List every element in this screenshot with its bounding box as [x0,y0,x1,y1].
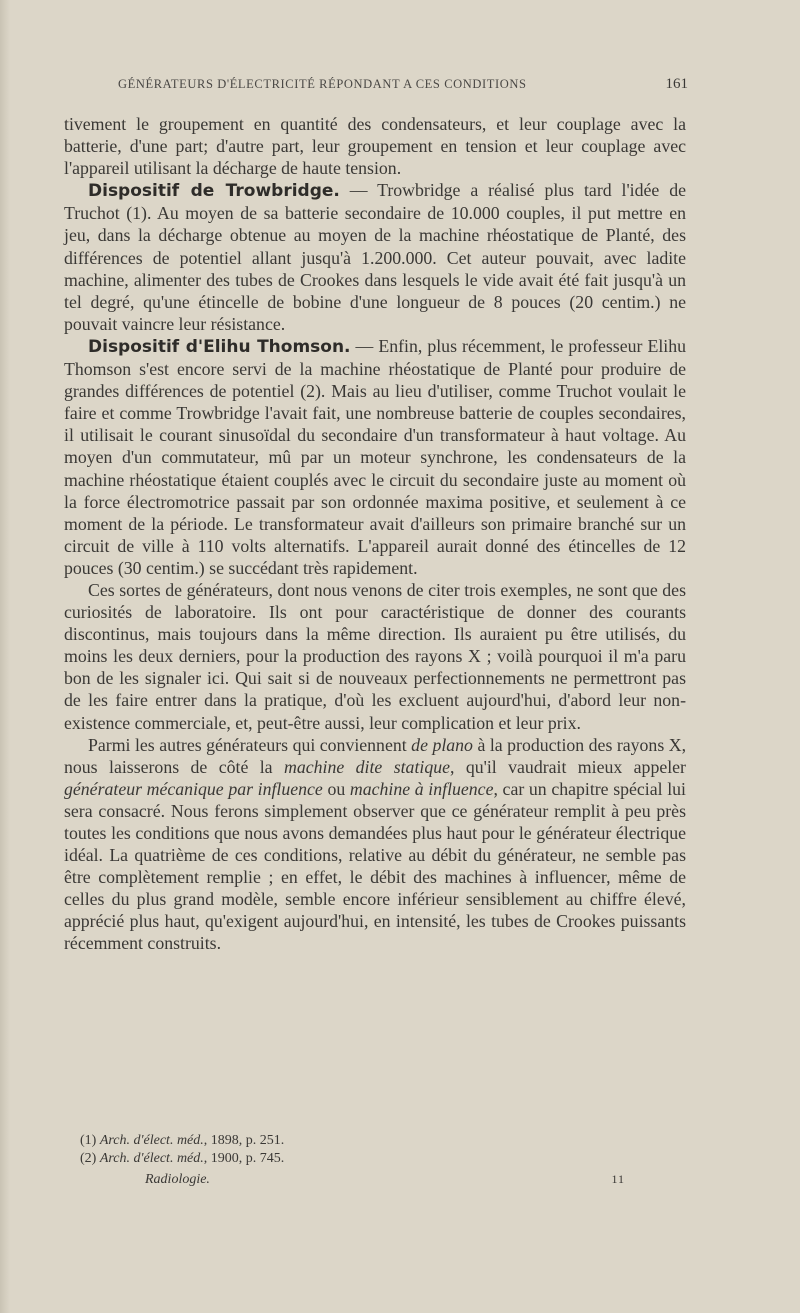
paragraph-1: tivement le groupement en quantité des condensateurs, et leur couplage avec la batterie, d'une part; d'autre part, leur groupement en tension et leur couplage avec l'appareil utilisant la décharge de haute tension. [64,114,686,179]
p5-text-c: , qu'il vaudrait mieux appeler [450,756,686,777]
signature-mark: 11 [611,1172,625,1186]
p5-italic-2: machine dite statique [283,756,451,777]
paragraph-4: Ces sortes de générateurs, dont nous venons de citer trois exemples, ne sont que des curiosités de laboratoire. Ils ont pour caractéristique de donner des courants discontinus, mais toujours dans la même direction. Ils auraient pu être utilisés, du moins les deux derniers, pour la production des rayons X ; voilà pourquoi il m'a paru bon de les signaler ici. Qui sait si de nouveaux perfectionnements ne permettront pas de les faire entrer dans la pratique, d'où les excluent aujourd'hui, d'abord leur non-existence commerciale, et, peut-être aussi, leur complication et leur prix. [64,579,686,733]
footnote-1 [80,1132,640,1150]
section-title-trowbridge: Dispositif de Trowbridge. [88,181,340,202]
paragraph-thomson [64,335,686,579]
paragraph-thomson-text: — Enfin, plus récemment, le professeur Elihu Thomson s'est encore servi de la machine rhéostatique de Planté pour produire de grandes différences de potentiel (2). Mais au lieu d'utiliser, comme Truchot voulait le faire et comme Trowbridge l'avait fait, une nombreuse batterie de couples secondaires, il utilisait le courant sinusoïdal du secondaire d'un transformateur à haut voltage. Au moyen d'un commutateur, mû par un moteur synchrone, les condensateurs de la machine rhéostatique étaient couplés avec le circuit du secondaire juste au moment où la force électromotrice passait par son ordonnée maxima positive, et seulement à ce moment de la période. Le transformateur avait d'ailleurs son primaire branché sur un circuit de ville à 110 volts alternatifs. L'appareil aurait donné des étincelles de 12 pouces (30 centim.) se succédant très rapidement. [64,335,686,578]
footnote-2 [80,1150,640,1168]
paragraph-trowbridge-text: — Trowbridge a réalisé plus tard l'idée de Truchot (1). Au moyen de sa batterie secondaire de 10.000 couples, il put mettre en jeu, dans la décharge obtenue au moyen de la machine rhéostatique de Planté, des différences de potentiel allant jusqu'à 1.200.000. Cet auteur pouvait, avec ladite machine, alimenter des tubes de Crookes dans lesquels le vide avait été fait jusqu'à un tel degré, qu'une étincelle de bobine d'une longueur de 8 pouces (20 centim.) ne pouvait vaincre leur résistance. [64,180,686,334]
paragraph-trowbridge [64,179,686,335]
page-edge [0,0,10,1313]
page-number: 161 [665,76,688,92]
footnote-1-source: Arch. d'élect. méd. [99,1133,204,1148]
footnotes [80,1132,640,1168]
p5-text-b: à la production des rayons X, nous laisserons de côté la [64,734,687,777]
p5-text-a: Parmi les autres générateurs qui conviennent [88,734,412,755]
body-text [64,113,686,955]
footnote-1-number: (1) [80,1133,100,1148]
footnote-2-source: Arch. d'élect. méd. [99,1151,204,1166]
page-header [118,76,688,93]
p5-italic-3: générateur mécanique par influence [64,778,323,799]
p5-italic-1: de plano [411,734,473,755]
p5-text-d: ou [322,778,350,799]
footnote-2-number: (2) [80,1151,100,1166]
paragraph-5 [64,734,686,955]
p5-text-e: , car un chapitre spécial lui sera consacré. Nous ferons simplement observer que ce générateur remplit à peu près toutes les conditions que nous avons demandées plus haut pour le générateur électrique idéal. La quatrième de ces conditions, relative au débit du générateur, ne semble pas être complètement remplie ; en effet, le débit des machines à influencer, même de celles du plus grand modèle, semble encore inférieur sensiblement au chiffre élevé, apprécié plus haut, qu'exigent aujourd'hui, en intensité, les tubes de Crookes puissants récemment construits. [64,778,686,954]
p5-italic-4: machine à influence [349,778,494,799]
footnote-1-rest: , 1898, p. 251. [203,1133,285,1148]
running-head: GÉNÉRATEURS D'ÉLECTRICITÉ RÉPONDANT A CES CONDITIONS [118,77,527,91]
footnote-2-rest: , 1900, p. 745. [203,1151,285,1166]
section-title-thomson: Dispositif d'Elihu Thomson. [88,336,351,357]
page-footer [145,1172,625,1188]
book-title: Radiologie. [145,1172,210,1187]
